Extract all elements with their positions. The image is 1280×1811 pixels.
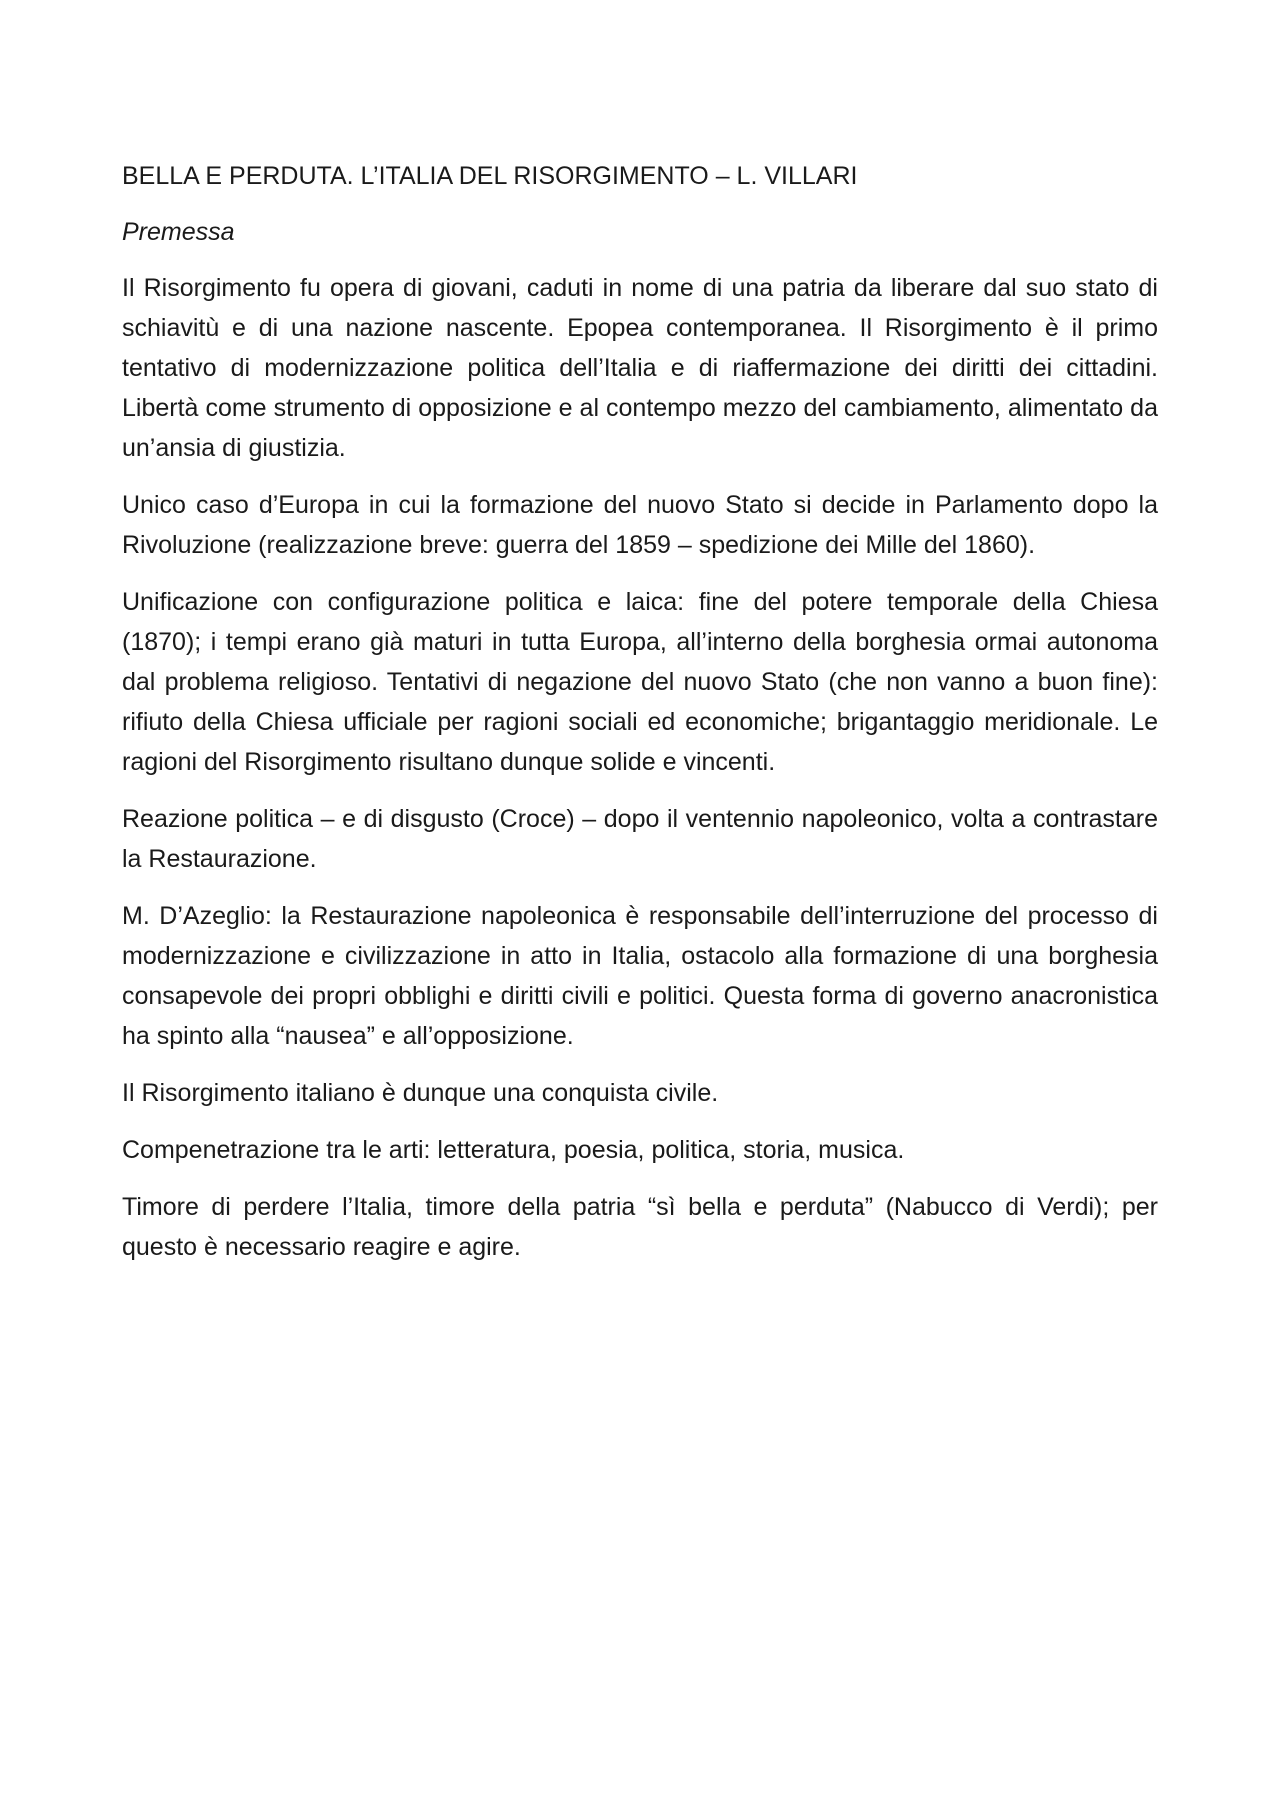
paragraph: Reazione politica – e di disgusto (Croce) – dopo il ventennio napoleonico, volta a contrastare la Restaurazione. <box>122 805 1158 873</box>
paragraph: Compenetrazione tra le arti: letteratura, poesia, politica, storia, musica. <box>122 1136 905 1164</box>
paragraph: M. D’Azeglio: la Restaurazione napoleonica è responsabile dell’interruzione del processo di modernizzazione e civilizzazione in atto in Italia, ostacolo alla formazione di una borghesia consapevole dei propri obblighi e diritti civili e politici. Questa forma di governo anacronistica ha spinto alla “nausea” e all’opposizione. <box>122 902 1158 1050</box>
paragraph: Timore di perdere l’Italia, timore della patria “sì bella e perduta” (Nabucco di Verdi); per questo è necessario reagire e agire. <box>122 1193 1158 1261</box>
section-heading: Premessa <box>122 218 235 246</box>
document-body <box>122 156 1158 1284</box>
paragraph: Unico caso d’Europa in cui la formazione del nuovo Stato si decide in Parlamento dopo la Rivoluzione (realizzazione breve: guerra del 1859 – spedizione dei Mille del 1860). <box>122 491 1158 559</box>
paragraph: Il Risorgimento fu opera di giovani, caduti in nome di una patria da liberare dal suo stato di schiavitù e di una nazione nascente. Epopea contemporanea. Il Risorgimento è il primo tentativo di modernizzazione politica dell’Italia e di riaffermazione dei diritti dei cittadini. Libertà come strumento di opposizione e al contempo mezzo del cambiamento, alimentato da un’ansia di giustizia. <box>122 274 1158 462</box>
paragraph: Il Risorgimento italiano è dunque una conquista civile. <box>122 1079 719 1107</box>
document-title: BELLA E PERDUTA. L’ITALIA DEL RISORGIMENTO – L. VILLARI <box>122 162 858 190</box>
paragraph: Unificazione con configurazione politica e laica: fine del potere temporale della Chiesa (1870); i tempi erano già maturi in tutta Europa, all’interno della borghesia ormai autonoma dal problema religioso. Tentativi di negazione del nuovo Stato (che non vanno a buon fine): rifiuto della Chiesa ufficiale per ragioni sociali ed economiche; brigantaggio meridionale. Le ragioni del Risorgimento risultano dunque solide e vincenti. <box>122 588 1158 776</box>
